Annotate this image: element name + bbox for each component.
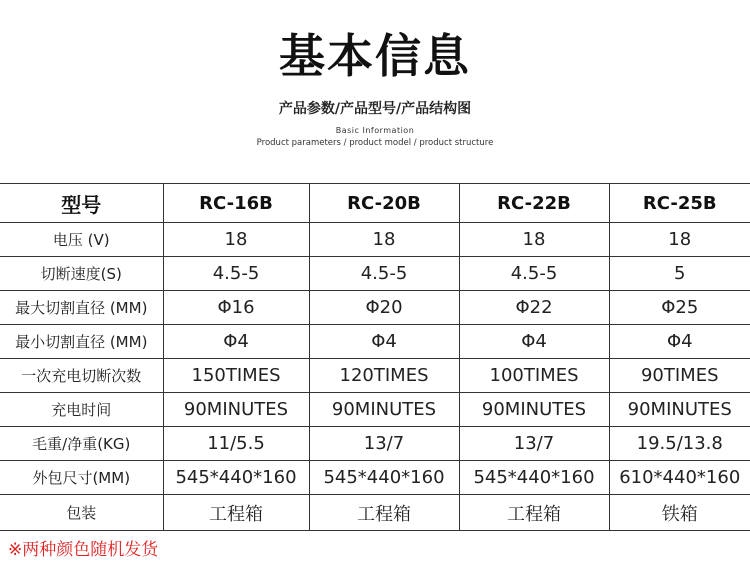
table-cell: Φ4: [459, 325, 609, 359]
table-row-cuts-per-charge: [0, 359, 750, 393]
row-label: 最小切割直径 (MM): [0, 325, 163, 359]
table-cell: 90MINUTES: [163, 393, 309, 427]
table-cell: 120TIMES: [309, 359, 459, 393]
row-label: 外包尺寸(MM): [0, 461, 163, 495]
table-cell: 18: [459, 223, 609, 257]
table-cell: Φ25: [609, 291, 750, 325]
table-cell: 90TIMES: [609, 359, 750, 393]
table-cell: Φ22: [459, 291, 609, 325]
table-cell: 545*440*160: [459, 461, 609, 495]
table-cell: Φ4: [609, 325, 750, 359]
header-cell-rc16b: RC-16B: [163, 184, 309, 223]
row-label: 最大切割直径 (MM): [0, 291, 163, 325]
shipping-note: ※两种颜色随机发货: [8, 540, 159, 560]
table-cell: 90MINUTES: [459, 393, 609, 427]
table-header-row: [0, 184, 750, 223]
table-cell: Φ16: [163, 291, 309, 325]
table-cell: 5: [609, 257, 750, 291]
row-label: 电压 (V): [0, 223, 163, 257]
header-cell-rc22b: RC-22B: [459, 184, 609, 223]
table-cell: Φ4: [309, 325, 459, 359]
section-description-en: Product parameters / product model / product structure: [256, 138, 494, 148]
table-row-packaging: [0, 495, 750, 531]
table-cell: 610*440*160: [609, 461, 750, 495]
table-cell: 4.5-5: [309, 257, 459, 291]
table-cell: 90MINUTES: [609, 393, 750, 427]
table-cell: 工程箱: [459, 495, 609, 531]
table-cell: 4.5-5: [163, 257, 309, 291]
table-cell: 工程箱: [163, 495, 309, 531]
table-cell: 90MINUTES: [309, 393, 459, 427]
table-cell: Φ20: [309, 291, 459, 325]
table-row-charge-time: [0, 393, 750, 427]
table-cell: 18: [309, 223, 459, 257]
section-subtitle: 产品参数/产品型号/产品结构图: [278, 101, 472, 117]
table-row-voltage: [0, 223, 750, 257]
table-row-min-diameter: [0, 325, 750, 359]
row-label: 包装: [0, 495, 163, 531]
row-label: 一次充电切断次数: [0, 359, 163, 393]
table-cell: 13/7: [459, 427, 609, 461]
table-cell: 150TIMES: [163, 359, 309, 393]
row-label: 充电时间: [0, 393, 163, 427]
page-title: 基本信息: [279, 29, 471, 83]
table-cell: 545*440*160: [309, 461, 459, 495]
table-cell: 13/7: [309, 427, 459, 461]
table-row-weight: [0, 427, 750, 461]
header-cell-rc25b: RC-25B: [609, 184, 750, 223]
table-cell: 铁箱: [609, 495, 750, 531]
table-cell: 100TIMES: [459, 359, 609, 393]
table-cell: 18: [609, 223, 750, 257]
table-cell: 11/5.5: [163, 427, 309, 461]
table-row-max-diameter: [0, 291, 750, 325]
table-cell: 4.5-5: [459, 257, 609, 291]
header-cell-rc20b: RC-20B: [309, 184, 459, 223]
table-cell: 545*440*160: [163, 461, 309, 495]
table-cell: 工程箱: [309, 495, 459, 531]
table-row-cut-speed: [0, 257, 750, 291]
table-row-package-size: [0, 461, 750, 495]
row-label: 毛重/净重(KG): [0, 427, 163, 461]
table-cell: 19.5/13.8: [609, 427, 750, 461]
header-cell-model: 型号: [0, 184, 163, 223]
spec-table: [0, 183, 750, 531]
table-cell: 18: [163, 223, 309, 257]
section-subtitle-en: Basic Information: [335, 126, 415, 135]
row-label: 切断速度(S): [0, 257, 163, 291]
table-cell: Φ4: [163, 325, 309, 359]
